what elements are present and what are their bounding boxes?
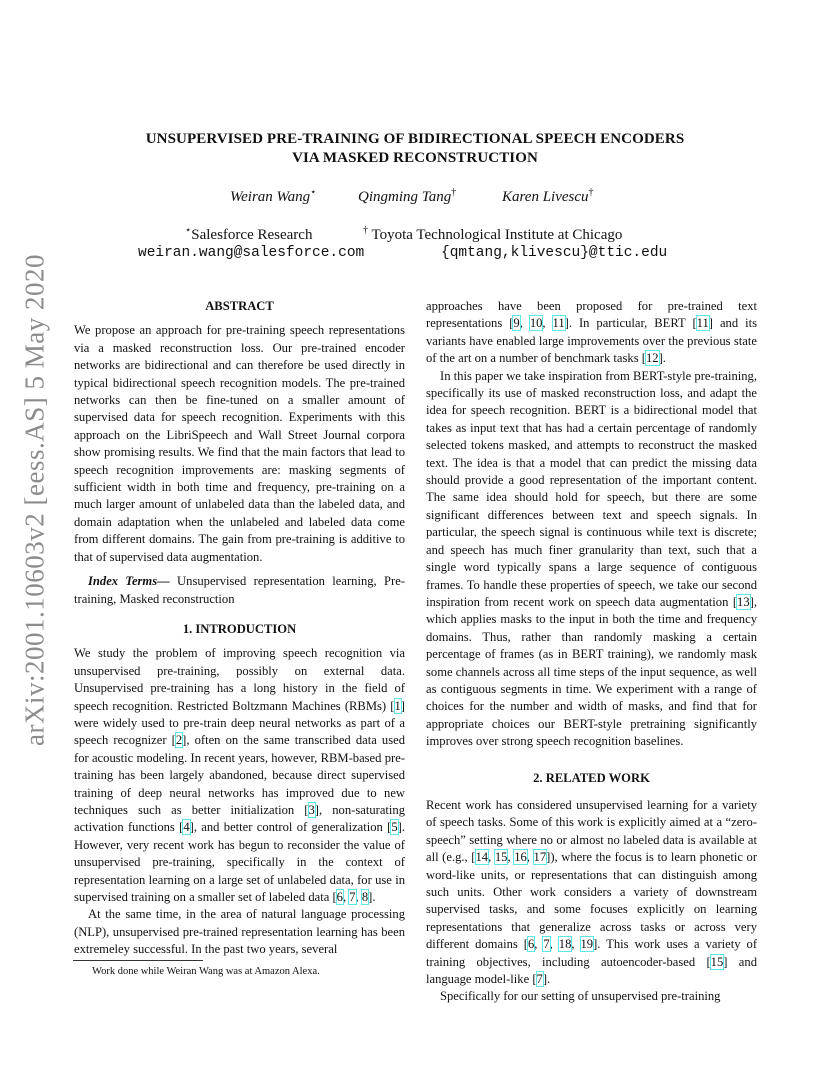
citation-link[interactable]: 4: [183, 820, 190, 835]
author-2: [358, 187, 456, 206]
citation-link[interactable]: 17: [533, 850, 547, 865]
citation-link[interactable]: 8: [361, 890, 369, 904]
related-paragraph-1: Recent work has considered unsupervised learning for a variety of speech tasks. Some of this work is explicitly aimed at a “zero-speech” setting where no or almost no labeled data is available at all (e.g., [14, 15, 16, 17]), where the focus is to learn phonetic or word-like units, or representations that can distinguish among such units. Other work considers a variety of downstream supervised tasks, and some focuses explicitly on learning representations that generalize across tasks or across very different domains [6, 7, 18, 19]. This work uses a variety of training objectives, including autoencoder-based [15] and language model-like [7].: [426, 797, 758, 987]
citation-link[interactable]: 15: [710, 954, 724, 969]
footnote: Work done while Weiran Wang was at Amazon Alexa.: [92, 966, 320, 977]
affiliation-2-mark: †: [363, 225, 368, 236]
citation-link[interactable]: 18: [558, 937, 572, 952]
right-paragraph-2: In this paper we take inspiration from BERT-style pre-training, specifically its use of masked reconstruction loss, and adapt the idea for speech recognition. BERT is a bidirectional model that takes as input text that has had a certain percentage of randomly selected tokens masked, and attempts to reconstruct the masked text. The idea is that a model that can predict the missing data should provide a good representation of the important content. The same idea should hold for speech, but there are some significant differences between text and speech signals. In particular, the speech signal is continuous while text is discrete; and speech has much finer granularity than text, such that a single word typically spans a large sequence of contiguous frames. To handle these properties of speech, we take our second inspiration from recent work on speech data augmentation [13], which applies masks to the input in both the time and frequency domains. Thus, rather than randomly masking a certain percentage of frames (as in BERT training), we randomly mask some channels across all time steps of the input sequence, as well as contiguous segments in time. We experiment with a range of choices for the number and width of masks, and find that for appropriate choices our BERT-style pretraining significantly improves over strong speech recognition baselines.: [426, 368, 757, 749]
citation-link[interactable]: 13: [737, 594, 750, 609]
author-2-mark: †: [451, 187, 457, 198]
citation-link[interactable]: 7: [349, 890, 356, 904]
title-line-1: UNSUPERVISED PRE-TRAINING OF BIDIRECTIONAL SPEECH ENCODERS: [145, 131, 685, 147]
citation-link[interactable]: 11: [696, 316, 709, 331]
right-paragraph-1: approaches have been proposed for pre-trained text representations [9, 10, 11]. In particular, BERT [11] and its variants have enabled large improvements over the previous state of the art on a number of benchmark tasks [12].: [426, 299, 757, 366]
citation-link[interactable]: 6: [336, 890, 343, 904]
left-column: [74, 298, 405, 959]
right-column: [426, 298, 757, 1006]
author-3: [502, 187, 594, 206]
citation-link[interactable]: 3: [308, 802, 315, 817]
author-3-name: Karen Livescu: [502, 189, 589, 205]
citation-link[interactable]: 9: [513, 316, 520, 331]
related-paragraph-2: Specifically for our setting of unsupervised pre-training: [440, 989, 721, 1004]
citation-link[interactable]: 11: [552, 316, 565, 331]
abstract-heading: ABSTRACT: [205, 299, 274, 313]
intro-heading: 1. INTRODUCTION: [182, 621, 297, 636]
title-line-2: VIA MASKED RECONSTRUCTION: [292, 150, 538, 166]
citation-link[interactable]: 12: [645, 351, 659, 366]
citation-link[interactable]: 5: [391, 820, 398, 835]
author-3-mark: †: [588, 187, 594, 198]
author-2-name: Qingming Tang: [358, 189, 452, 205]
index-terms-label: Index Terms—: [88, 574, 170, 589]
intro-paragraph-1: We study the problem of improving speech recognition via unsupervised pre-training, possibly on external data. Unsupervised pre-training has a long history in the field of speech recognition. Restricted Boltzmann Machines (RBMs) [1] were widely used to pre-train deep neural networks as part of a speech recognizer [2], often on the same transcribed data used for acoustic modeling. In recent years, however, RBM-based pre-training has been largely abandoned, because direct supervised training of deep neural networks has improved due to new techniques such as better initialization [3], non-saturating activation functions [4], and better control of generalization [5]. However, very recent work has begun to reconsider the value of unsupervised pre-training, specifically in the context of representation learning on a large set of unlabeled data, for use in supervised training on a smaller set of labeled data [6, 7, 8].: [74, 646, 406, 904]
related-heading: 2. RELATED WORK: [533, 770, 650, 785]
affiliation-2: [363, 225, 622, 244]
paper-title: [90, 130, 740, 168]
author-1-name: Weiran Wang: [230, 189, 311, 205]
email-2: {qmtang,klivescu}@ttic.edu: [441, 245, 668, 261]
citation-link[interactable]: 14: [475, 850, 489, 865]
index-terms: [74, 573, 405, 608]
author-1-mark: ⋆: [310, 187, 317, 198]
citation-link[interactable]: 6: [527, 937, 535, 952]
citation-link[interactable]: 10: [529, 316, 543, 331]
author-1: [230, 187, 316, 206]
citation-link[interactable]: 19: [580, 937, 594, 952]
citation-link[interactable]: 7: [543, 937, 550, 952]
intro-paragraph-2: At the same time, in the area of natural language processing (NLP), unsupervised pre-trained representation learning has been extremeley successful. In the past two years, several: [74, 907, 405, 957]
index-terms-text: Unsupervised representation learning, Pre-training, Masked reconstruction: [74, 574, 405, 606]
arxiv-id: arXiv:2001.10603v2 [eess.AS] 5 May 2020: [19, 254, 50, 746]
affiliation-1: [185, 225, 312, 244]
citation-link[interactable]: 15: [494, 850, 508, 865]
affiliation-1-mark: ⋆: [185, 225, 192, 236]
author-list: [0, 187, 828, 207]
email-1: weiran.wang@salesforce.com: [138, 245, 365, 261]
citation-link[interactable]: 16: [514, 850, 527, 865]
citation-link[interactable]: 2: [175, 733, 183, 748]
affiliation-1-name: Salesforce Research: [191, 227, 313, 243]
citation-link[interactable]: 1: [394, 698, 401, 713]
footnote-rule: [73, 960, 203, 961]
abstract-text: We propose an approach for pre-training speech representations via a masked reconstruction loss. Our pre-trained encoder networks are bidirectional and can therefore be used directly in typical bidirectional speech recognition models. The pre-trained networks can then be fine-tuned on a smaller amount of supervised data for speech recognition. Experiments with this approach on the LibriSpeech and Wall Street Journal corpora show promising results. We find that the main factors that lead to speech recognition improvements are: masking segments of sufficient width in both time and frequency, pre-training on a much larger amount of unlabeled data than the labeled data, and domain adaptation when the unlabeled and labeled data come from different domains. The gain from pre-training is additive to that of supervised data augmentation.: [74, 323, 405, 564]
affiliation-2-name: Toyota Technological Institute at Chicago: [368, 227, 623, 243]
citation-link[interactable]: 7: [536, 972, 543, 987]
